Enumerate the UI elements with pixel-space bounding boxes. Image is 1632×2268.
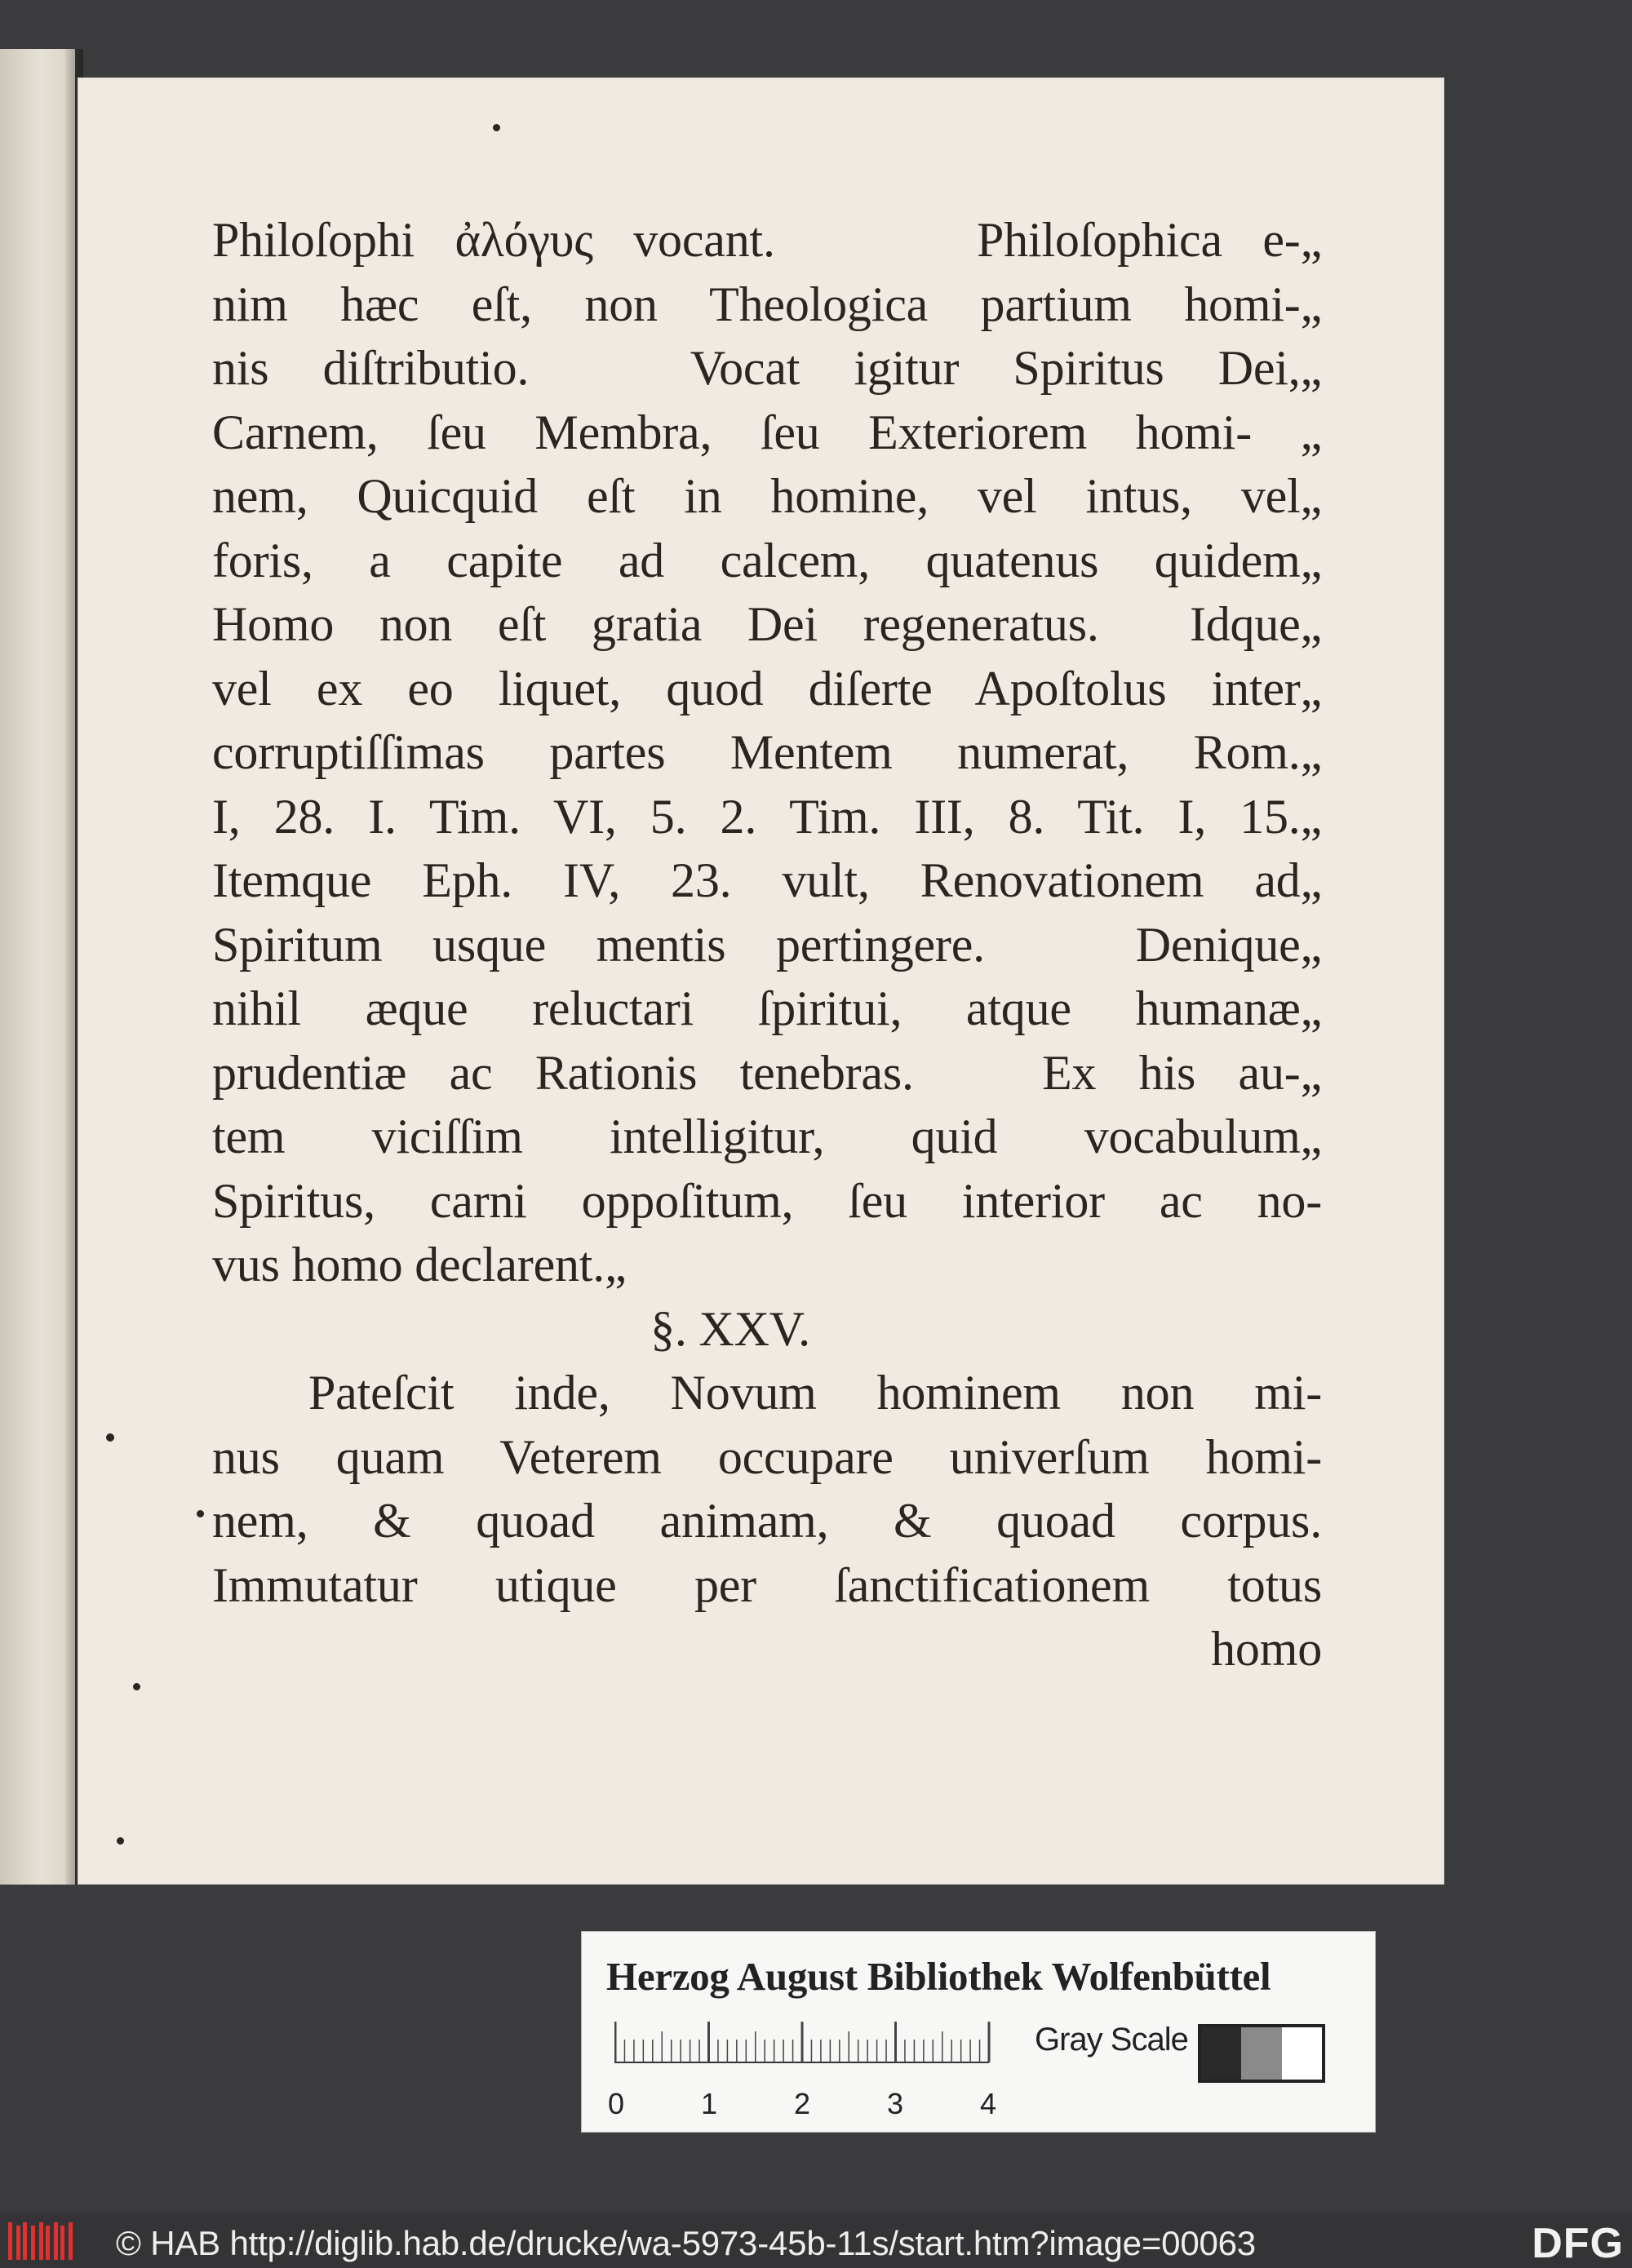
hab-logo-icon [7,2222,75,2260]
text-line: vel ex eo liquet, quod diſerte Apoſtolus inter„ [212,661,1322,715]
text-line: foris, a capite ad calcem, quatenus quidem„ [212,533,1322,587]
margin-mark [117,1837,124,1845]
gray-patch [1282,2027,1322,2080]
logo-bar [54,2222,58,2260]
section-heading: §. XXV. [650,1301,810,1356]
text-line: Philoſophi ἀλόγυς vocant. Philoſophica e-„ [212,213,1322,267]
ruler-number: 0 [608,2087,625,2120]
catchword: homo [1211,1622,1322,1676]
grayscale-label: Gray Scale [1035,2022,1188,2058]
footer-bar [0,2213,1632,2268]
paragraph-line: nus quam Veterem occupare univerſum homi- [212,1429,1322,1484]
left-page-edge [0,49,75,1885]
text-line: vus homo declarent.„ [212,1238,627,1291]
margin-mark [106,1433,114,1442]
color-scale-card [581,1931,1376,2133]
logo-bar [69,2222,73,2260]
text-line: corruptiſſimas partes Mentem numerat, Rom.„ [212,725,1322,779]
text-line: nis diſtributio. Vocat igitur Spiritus Dei,„ [212,341,1322,395]
margin-mark [133,1683,140,1690]
ruler-number: 2 [794,2087,811,2120]
grayscale-patches [1198,2024,1325,2083]
text-line: nihil æque reluctari ſpiritui, atque humanæ„ [212,981,1322,1035]
text-line: Itemque Eph. IV, 23. vult, Renovationem ad„ [212,853,1322,907]
text-line: Homo non eſt gratia Dei regeneratus. Idque„ [212,597,1322,651]
card-title: Herzog August Bibliothek Wolfenbüttel [606,1954,1271,1999]
ruler-number: 1 [701,2087,718,2120]
logo-bar [60,2226,64,2260]
ruler-number: 4 [980,2087,997,2120]
logo-bar [8,2222,12,2260]
gray-patch [1201,2027,1241,2080]
ruler-ticks [614,2022,1039,2087]
ruler-number: 3 [887,2087,904,2120]
source-url[interactable]: © HAB http://diglib.hab.de/drucke/wa-5973-45b-11s/start.htm?image=00063 [116,2224,1256,2262]
text-line: nem, Quicquid eſt in homine, vel intus, vel„ [212,469,1322,523]
text-line: Spiritus, carni oppoſitum, ſeu interior ac no- [212,1173,1322,1228]
text-line: prudentiæ ac Rationis tenebras. Ex his au-„ [212,1045,1322,1100]
text-line: Spiritum usque mentis pertingere. Denique„ [212,917,1322,972]
scanned-page [78,78,1444,1885]
logo-bar [39,2222,43,2260]
paragraph-line: Immutatur utique per ſanctificationem totus [212,1557,1322,1612]
ruler [608,2022,1104,2120]
dfg-logo: DFG [1532,2220,1624,2267]
margin-mark [197,1510,204,1517]
gray-patch [1241,2027,1281,2080]
logo-bar [16,2226,20,2260]
text-line: I, 28. I. Tim. VI, 5. 2. Tim. III, 8. Tit. I, 15.„ [212,789,1322,844]
text-line: Carnem, ſeu Membra, ſeu Exteriorem homi- „ [212,405,1322,459]
text-line: tem viciſſim intelligitur, quid vocabulum„ [212,1110,1322,1163]
logo-bar [31,2226,35,2260]
paragraph-line: Pateſcit inde, Novum hominem non mi- [308,1366,1322,1420]
page-text [212,208,1322,1681]
logo-bar [46,2226,50,2260]
margin-mark [493,124,500,131]
text-line: nim hæc eſt, non Theologica partium homi-„ [212,277,1322,331]
logo-bar [23,2222,27,2260]
paragraph-line: nem, & quoad animam, & quoad corpus. [212,1494,1322,1548]
